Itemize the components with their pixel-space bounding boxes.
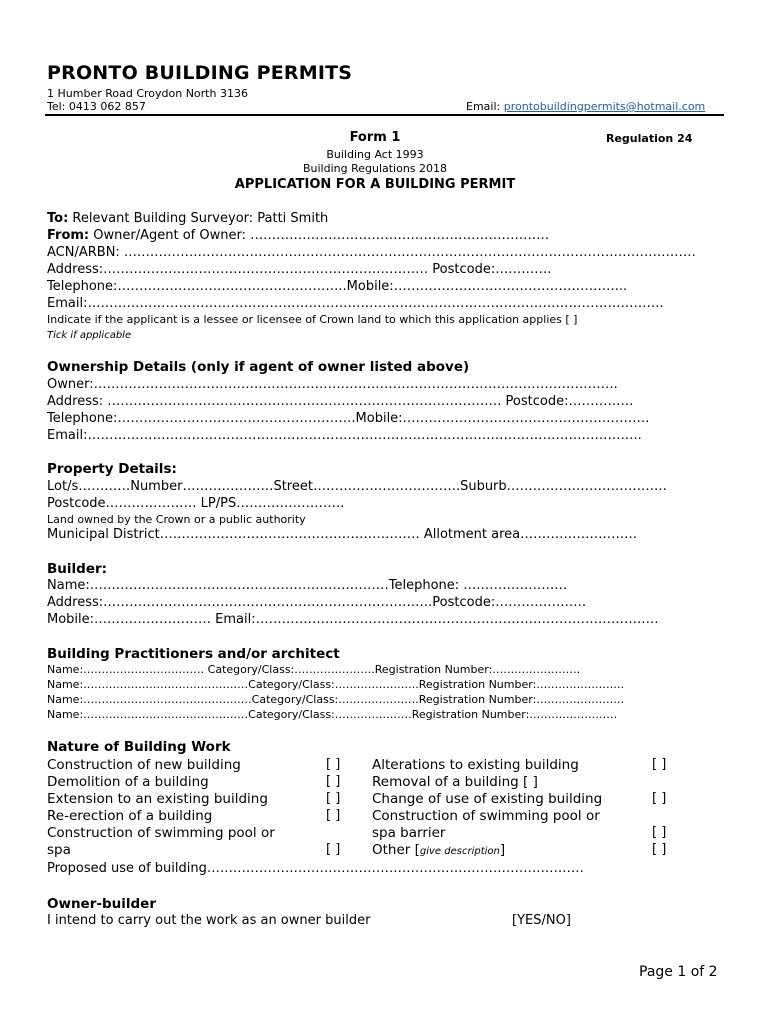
owner-email-field[interactable]: Email:……………………………………………………………………………………………………………….. bbox=[47, 428, 642, 443]
checkbox-change-of-use[interactable]: [ ] bbox=[652, 791, 667, 806]
to-line bbox=[47, 211, 328, 226]
work-type-label: Construction of swimming pool or bbox=[372, 808, 600, 824]
to-value: Relevant Building Surveyor: Patti Smith bbox=[68, 211, 329, 226]
checkbox-demolition[interactable]: [ ] bbox=[326, 774, 341, 789]
practitioner-row[interactable]: Name:…………………………………….…Category/Class:………………….Registration Number:…………………… bbox=[47, 693, 625, 706]
owner-address-field[interactable]: Address: ………………………………………………………………………………. Postcode:…………… bbox=[47, 394, 634, 409]
checkbox-alterations[interactable]: [ ] bbox=[652, 757, 667, 772]
work-type-label: spa bbox=[47, 842, 71, 858]
form-number: Form 1 bbox=[349, 130, 401, 145]
regulation-label: Regulation 24 bbox=[606, 132, 693, 145]
company-email bbox=[466, 100, 705, 113]
form-title: APPLICATION FOR A BUILDING PERMIT bbox=[234, 177, 516, 192]
company-address: 1 Humber Road Croydon North 3136 bbox=[47, 87, 248, 100]
owner-builder-yes-no[interactable]: [YES/NO] bbox=[512, 913, 571, 928]
owner-builder-statement: I intend to carry out the work as an owner builder bbox=[47, 913, 371, 928]
work-type-label: Alterations to existing building bbox=[372, 757, 579, 773]
builder-address-field[interactable]: Address:………………………………………………………………….Postcode:………………… bbox=[47, 595, 587, 610]
other-label: Other [ bbox=[372, 842, 420, 858]
owner-field[interactable]: Owner:…………………………………………………………………………………………………………. bbox=[47, 377, 618, 392]
owner-telephone-field[interactable]: Telephone:……………………………………………….Mobile:………………………………………………… bbox=[47, 411, 650, 426]
nature-heading: Nature of Building Work bbox=[47, 739, 231, 755]
builder-heading: Builder: bbox=[47, 561, 108, 577]
owner-builder-heading: Owner-builder bbox=[47, 896, 156, 912]
from-label: From: bbox=[47, 228, 90, 243]
to-label: To: bbox=[47, 211, 69, 226]
work-type-label: Change of use of existing building bbox=[372, 791, 603, 807]
work-type-label: spa barrier bbox=[372, 825, 446, 841]
postcode-lpps-field[interactable]: Postcode………………… LP/PS……………………. bbox=[47, 496, 345, 511]
company-name: PRONTO BUILDING PERMITS bbox=[47, 62, 353, 84]
practitioner-row[interactable]: Name:…………………………… Category/Class:………………….Registration Number:…………………… bbox=[47, 663, 581, 676]
checkbox-extension[interactable]: [ ] bbox=[326, 791, 341, 806]
work-type-label: Re-erection of a building bbox=[47, 808, 213, 824]
other-close: ] bbox=[499, 842, 506, 858]
checkbox-re-erection[interactable]: [ ] bbox=[326, 808, 341, 823]
regulations-reference: Building Regulations 2018 bbox=[302, 162, 448, 175]
from-line[interactable] bbox=[47, 228, 549, 243]
ownership-heading: Ownership Details (only if agent of owner listed above) bbox=[47, 359, 470, 375]
proposed-use-field[interactable]: Proposed use of building…………………………………………………………………………… bbox=[47, 861, 584, 876]
crown-land-checkbox[interactable]: Indicate if the applicant is a lessee or licensee of Crown land to which this application applies [ ] bbox=[47, 313, 578, 326]
practitioner-row[interactable]: Name:………………………………………Category/Class:…………………Registration Number:…………………… bbox=[47, 708, 618, 721]
crown-owned-note: Land owned by the Crown or a public authority bbox=[47, 513, 306, 526]
act-reference: Building Act 1993 bbox=[326, 148, 424, 161]
removal-checkbox-label[interactable]: Removal of a building [ ] bbox=[372, 774, 538, 790]
lot-street-suburb-field[interactable]: Lot/s…………Number…………………Street…………………………….Suburb………………………………. bbox=[47, 479, 667, 494]
from-value: Owner/Agent of Owner: …………………………………………………………… bbox=[89, 228, 550, 243]
property-heading: Property Details: bbox=[47, 461, 177, 477]
builder-name-field[interactable]: Name:……………………………………………………………Telephone: …………………… bbox=[47, 578, 568, 593]
work-type-label: Construction of swimming pool or bbox=[47, 825, 275, 841]
give-description-hint: give description bbox=[419, 846, 500, 857]
municipal-district-field[interactable]: Municipal District…………………………………………………… Allotment area……………………… bbox=[47, 527, 638, 542]
company-email-link[interactable]: prontobuildingpermits@hotmail.com bbox=[503, 100, 706, 113]
practitioner-row[interactable]: Name:………………………………………Category/Class:…………………..Registration Number:…………………… bbox=[47, 678, 625, 691]
header-divider bbox=[45, 114, 724, 116]
checkbox-pool-barrier[interactable]: [ ] bbox=[652, 825, 667, 840]
checkbox-other[interactable]: [ ] bbox=[652, 842, 667, 857]
page-number: Page 1 of 2 bbox=[639, 964, 718, 980]
applicant-telephone-field[interactable]: Telephone:……………………………………………..Mobile:……………………………………………... bbox=[47, 279, 628, 294]
checkbox-swimming-pool[interactable]: [ ] bbox=[326, 842, 341, 857]
company-email-label: Email: bbox=[466, 100, 504, 113]
work-type-label: Demolition of a building bbox=[47, 774, 209, 790]
work-type-label: Construction of new building bbox=[47, 757, 241, 773]
applicant-email-field[interactable]: Email:……………………………………………………………………………………………………………………. bbox=[47, 296, 664, 311]
practitioners-heading: Building Practitioners and/or architect bbox=[47, 646, 340, 662]
work-type-label: Extension to an existing building bbox=[47, 791, 268, 807]
acn-arbn-field[interactable]: ACN/ARBN: …………………………………………………………………………………………………………………… bbox=[47, 245, 696, 260]
checkbox-new-building[interactable]: [ ] bbox=[326, 757, 341, 772]
other-description-field[interactable] bbox=[372, 842, 505, 858]
tick-if-applicable-note: Tick if applicable bbox=[47, 330, 132, 341]
builder-mobile-field[interactable]: Mobile:……………………… Email:………………………………………………………………………………… bbox=[47, 612, 659, 627]
applicant-address-field[interactable]: Address:………………………………………………………………… Postcode:…………. bbox=[47, 262, 552, 277]
company-telephone: Tel: 0413 062 857 bbox=[47, 100, 146, 113]
